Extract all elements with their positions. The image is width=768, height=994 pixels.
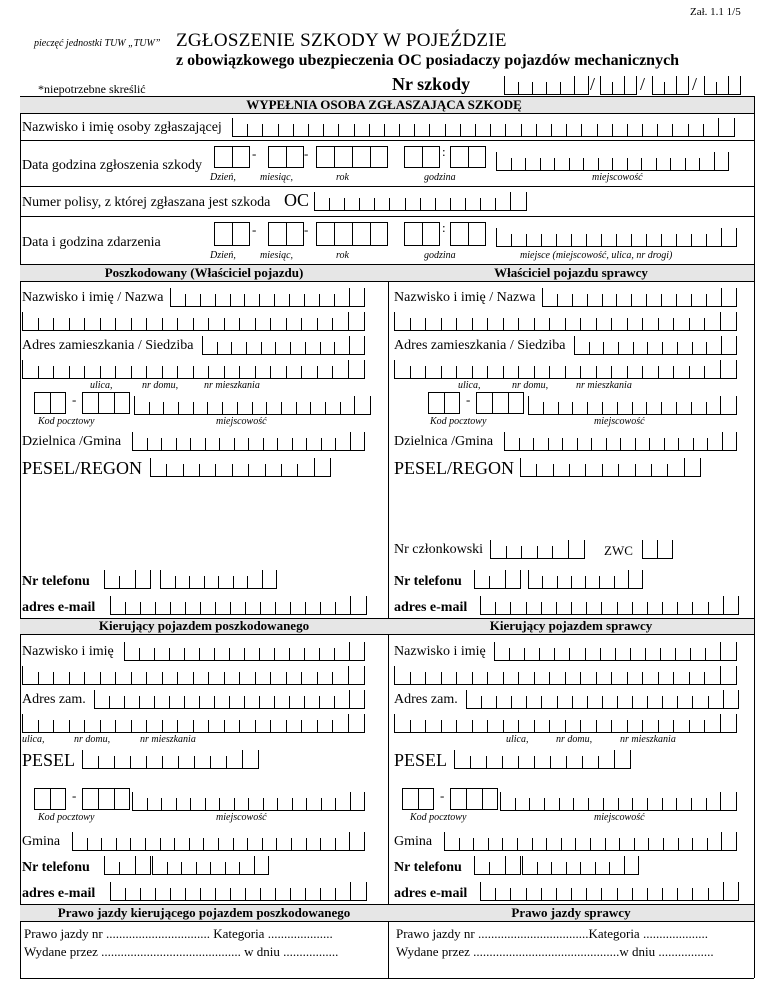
divider: [20, 186, 754, 187]
dash: -: [304, 222, 309, 237]
frame-left: [20, 96, 21, 978]
report-day-field[interactable]: [214, 146, 250, 168]
dash: -: [252, 146, 257, 161]
perp-driver-name-label: Nazwisko i imię: [394, 644, 486, 659]
frame-right: [754, 96, 755, 978]
caption-city: miejscowość: [594, 416, 645, 427]
caption-year: rok: [336, 250, 349, 261]
victim-license-line1[interactable]: Prawo jazdy nr ................................ Kategoria ....................: [24, 926, 333, 941]
perp-name-field-2[interactable]: [394, 312, 737, 331]
victim-district-label: Dzielnica /Gmina: [22, 434, 122, 449]
perp-driver-name-field-2[interactable]: [394, 666, 737, 685]
victim-license-line2[interactable]: Wydane przez ........................................... w dniu .................: [24, 944, 339, 959]
claim-number-field-1[interactable]: [504, 76, 589, 95]
colon: :: [442, 220, 446, 235]
perp-city-field[interactable]: [528, 396, 737, 415]
dash: -: [72, 392, 77, 407]
perp-driver-address-field-2[interactable]: [394, 714, 737, 733]
victim-name-label: Nazwisko i imię / Nazwa: [22, 290, 164, 305]
dash: -: [440, 788, 445, 803]
claim-slash-3: /: [692, 74, 698, 94]
perp-driver-email-label: adres e-mail: [394, 886, 468, 901]
victim-driver-email-field[interactable]: [110, 882, 367, 901]
victim-driver-phone-label: Nr telefonu: [22, 860, 90, 875]
victim-name-field[interactable]: [170, 288, 365, 307]
caption-street: ulica,: [458, 380, 481, 391]
claim-slash-1: /: [590, 74, 596, 94]
victim-city-field[interactable]: [134, 396, 371, 415]
victim-driver-gmina-label: Gmina: [22, 834, 61, 849]
caption-hour: godzina: [424, 172, 456, 183]
victim-district-field[interactable]: [132, 432, 365, 451]
victim-phone-prefix[interactable]: [104, 570, 151, 589]
stamp-label: pieczęć jednostki TUW „TUW”: [34, 38, 161, 49]
event-date-label: Data i godzina zdarzenia: [22, 235, 161, 250]
event-year-field[interactable]: [316, 222, 388, 246]
perp-driver-phone-label: Nr telefonu: [394, 860, 462, 875]
claim-number-field-2[interactable]: [600, 76, 637, 95]
perp-license-line1[interactable]: Prawo jazdy nr ..................................Kategoria ....................: [396, 926, 708, 941]
victim-name-field-2[interactable]: [22, 312, 365, 331]
perp-pesel-field[interactable]: [520, 458, 701, 477]
event-day-field[interactable]: [214, 222, 250, 246]
reporter-band-title: WYPEŁNIA OSOBA ZGŁASZAJĄCA SZKODĘ: [246, 97, 522, 112]
victim-driver-address-field[interactable]: [94, 690, 365, 709]
caption-month: miesiąc,: [260, 172, 294, 183]
caption-street: ulica,: [22, 734, 45, 745]
frame-bottom: [20, 978, 754, 979]
perp-address-label: Adres zamieszkania / Siedziba: [394, 338, 566, 353]
caption-month: miesiąc,: [260, 250, 294, 261]
perp-driver-address-label: Adres zam.: [394, 692, 458, 707]
victim-driver-gmina-field[interactable]: [72, 832, 365, 851]
caption-city: miejscowość: [216, 416, 267, 427]
dash: -: [304, 146, 309, 161]
caption-street: ulica,: [506, 734, 529, 745]
caption-flat: nr mieszkania: [204, 380, 260, 391]
victim-email-field[interactable]: [110, 596, 367, 615]
victim-phone-number[interactable]: [160, 570, 277, 589]
claim-number-label: Nr szkody: [392, 74, 471, 94]
caption-city: miejscowość: [594, 812, 645, 823]
perp-district-label: Dzielnica /Gmina: [394, 434, 494, 449]
perp-driver-address-field[interactable]: [466, 690, 739, 709]
perp-driver-gmina-field[interactable]: [444, 832, 737, 851]
caption-flat: nr mieszkania: [140, 734, 196, 745]
perp-driver-postal-1[interactable]: [402, 788, 434, 810]
event-month-field[interactable]: [268, 222, 304, 246]
perp-name-label: Nazwisko i imię / Nazwa: [394, 290, 536, 305]
reporter-name-field[interactable]: [232, 118, 735, 137]
caption-day: Dzień,: [210, 250, 236, 261]
perp-phone-prefix[interactable]: [474, 570, 521, 589]
caption-house: nr domu,: [142, 380, 179, 391]
victim-email-label: adres e-mail: [22, 600, 96, 615]
dash: -: [252, 222, 257, 237]
report-month-field[interactable]: [268, 146, 304, 168]
caption-day: Dzień,: [210, 172, 236, 183]
victim-driver-postal-2[interactable]: [82, 788, 130, 810]
perp-district-field[interactable]: [504, 432, 737, 451]
perp-driver-phone-number[interactable]: [522, 856, 639, 875]
victim-postal-2[interactable]: [82, 392, 130, 414]
perp-email-field[interactable]: [480, 596, 739, 615]
caption-postal: Kod pocztowy: [410, 812, 467, 823]
page-title: ZGŁOSZENIE SZKODY W POJEŹDZIE: [176, 30, 507, 51]
perp-phone-label: Nr telefonu: [394, 574, 462, 589]
caption-event-place: miejsce (miejscowość, ulica, nr drogi): [520, 250, 673, 261]
perp-driver-title: Kierujący pojazdem sprawcy: [489, 618, 653, 633]
victim-license-title: Prawo jazdy kierującego pojazdem poszkodowanego: [57, 905, 351, 920]
perp-driver-city-field[interactable]: [500, 792, 737, 811]
victim-postal-1[interactable]: [34, 392, 66, 414]
claim-number-field-4[interactable]: [704, 76, 741, 95]
victim-pesel-field[interactable]: [150, 458, 331, 477]
victim-driver-city-field[interactable]: [132, 792, 365, 811]
victim-address-field[interactable]: [202, 336, 365, 355]
perp-email-label: adres e-mail: [394, 600, 468, 615]
perp-postal-1[interactable]: [428, 392, 460, 414]
policy-oc-label: OC: [284, 190, 310, 210]
victim-driver-email-label: adres e-mail: [22, 886, 96, 901]
perp-driver-email-field[interactable]: [480, 882, 739, 901]
victim-address-label: Adres zamieszkania / Siedziba: [22, 338, 194, 353]
dash: -: [466, 392, 471, 407]
perp-driver-name-field[interactable]: [494, 642, 737, 661]
caption-house: nr domu,: [512, 380, 549, 391]
perp-driver-pesel-field[interactable]: [454, 750, 631, 769]
perp-name-field[interactable]: [542, 288, 737, 307]
policy-number-field[interactable]: [314, 192, 527, 211]
victim-driver-name-field-2[interactable]: [22, 666, 365, 685]
perp-phone-number[interactable]: [528, 570, 643, 589]
victim-driver-phone-prefix[interactable]: [104, 856, 151, 875]
caption-city: miejscowość: [216, 812, 267, 823]
report-minute-field[interactable]: [450, 146, 486, 168]
perp-license-line2[interactable]: Wydane przez .............................................w dniu .................: [396, 944, 714, 959]
victim-address-field-2[interactable]: [22, 360, 365, 379]
divider: [20, 140, 754, 141]
victim-driver-name-label: Nazwisko i imię: [22, 644, 114, 659]
caption-house: nr domu,: [556, 734, 593, 745]
caption-postal: Kod pocztowy: [38, 416, 95, 427]
attachment-number: Zał. 1.1 1/5: [690, 6, 741, 18]
divider: [20, 216, 754, 217]
perp-zwc-label: ZWC: [604, 543, 633, 558]
perpetrator-owner-title: Właściciel pojazdu sprawcy: [494, 265, 648, 280]
victim-driver-pesel-label: PESEL: [22, 750, 76, 770]
caption-flat: nr mieszkania: [620, 734, 676, 745]
claim-number-field-3[interactable]: [652, 76, 689, 95]
perp-driver-postal-2[interactable]: [450, 788, 498, 810]
perp-driver-pesel-label: PESEL: [394, 750, 448, 770]
victim-pesel-label: PESEL/REGON: [22, 458, 143, 478]
perp-address-field-2[interactable]: [394, 360, 737, 379]
caption-place: miejscowość: [592, 172, 643, 183]
perp-member-field[interactable]: [490, 540, 585, 559]
strike-note: *niepotrzebne skreślić: [38, 82, 146, 96]
perp-zwc-field[interactable]: [642, 540, 673, 559]
perp-member-label: Nr członkowski: [394, 542, 484, 557]
caption-year: rok: [336, 172, 349, 183]
perp-driver-phone-prefix[interactable]: [474, 856, 521, 875]
victim-driver-name-field[interactable]: [124, 642, 365, 661]
page-subtitle: z obowiązkowego ubezpieczenia OC posiadaczy pojazdów mechanicznych: [176, 52, 680, 69]
event-minute-field[interactable]: [450, 222, 486, 246]
report-year-field[interactable]: [316, 146, 388, 168]
report-hour-field[interactable]: [404, 146, 440, 168]
caption-street: ulica,: [90, 380, 113, 391]
reporter-name-label: Nazwisko i imię osoby zgłaszającej: [22, 120, 222, 135]
claim-slash-2: /: [640, 74, 646, 94]
policy-label: Numer polisy, z której zgłaszana jest szkoda: [22, 195, 271, 210]
perp-pesel-label: PESEL/REGON: [394, 458, 515, 478]
victim-owner-title: Poszkodowany (Właściciel pojazdu): [104, 265, 304, 280]
perp-driver-gmina-label: Gmina: [394, 834, 433, 849]
caption-hour: godzina: [424, 250, 456, 261]
report-date-label: Data godzina zgłoszenia szkody: [22, 158, 202, 173]
victim-driver-phone-number[interactable]: [152, 856, 269, 875]
perp-address-field[interactable]: [574, 336, 737, 355]
victim-driver-address-field-2[interactable]: [22, 714, 365, 733]
victim-driver-title: Kierujący pojazdem poszkodowanego: [98, 618, 310, 633]
caption-postal: Kod pocztowy: [38, 812, 95, 823]
caption-postal: Kod pocztowy: [430, 416, 487, 427]
dash: -: [72, 788, 77, 803]
victim-driver-pesel-field[interactable]: [82, 750, 259, 769]
event-hour-field[interactable]: [404, 222, 440, 246]
victim-driver-address-label: Adres zam.: [22, 692, 86, 707]
report-place-field[interactable]: [496, 152, 729, 171]
caption-flat: nr mieszkania: [576, 380, 632, 391]
perp-postal-2[interactable]: [476, 392, 524, 414]
victim-driver-postal-1[interactable]: [34, 788, 66, 810]
event-place-field[interactable]: [496, 228, 737, 247]
colon: :: [442, 144, 446, 159]
caption-house: nr domu,: [74, 734, 111, 745]
perp-license-title: Prawo jazdy sprawcy: [511, 905, 631, 920]
victim-phone-label: Nr telefonu: [22, 574, 90, 589]
